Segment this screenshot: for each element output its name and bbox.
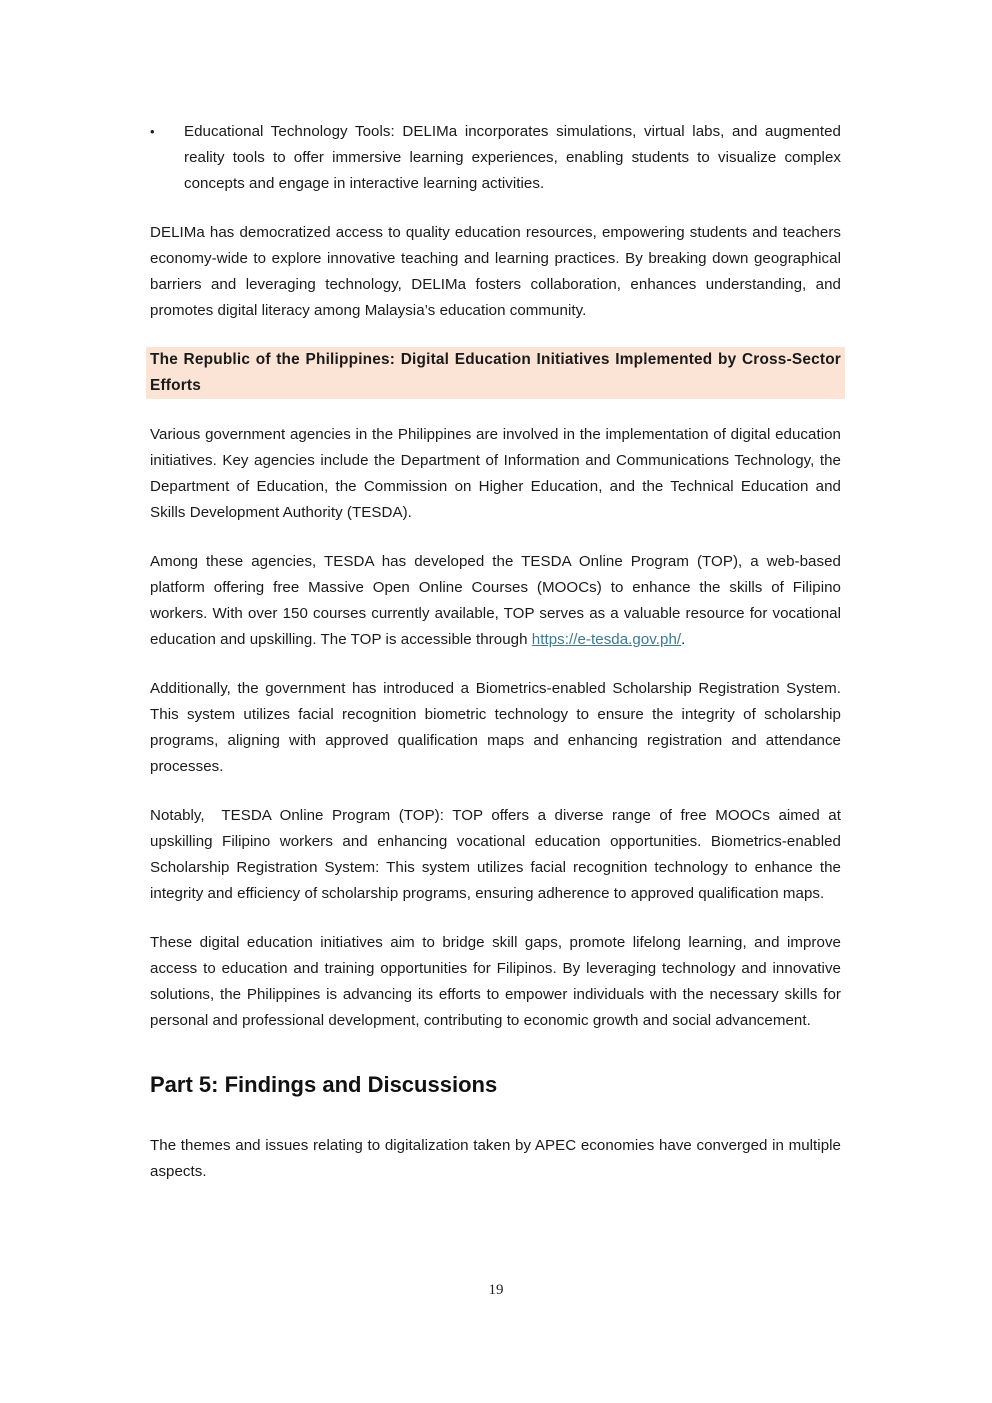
paragraph-initiatives: These digital education initiatives aim to bridge skill gaps, promote lifelong learning, and improve access to education and training opportunities for Filipinos. By leveraging technology and innovative solutions, the Philippines is advancing its efforts to empower individuals with the necessary skills for personal and professional development, contributing to economic growth and social advancement. — [150, 934, 841, 1029]
paragraph-top — [150, 549, 841, 653]
part-heading: Part 5: Findings and Discussions — [150, 1072, 498, 1097]
section-heading-philippines: The Republic of the Philippines: Digital Education Initiatives Implemented by Cross-Sector Efforts — [146, 347, 845, 399]
bullet-icon: • — [150, 124, 155, 139]
paragraph-delima: DELIMa has democratized access to quality education resources, empowering students and teachers economy-wide to explore innovative teaching and learning practices. By breaking down geographical barriers and leveraging technology, DELIMa fosters collaboration, enhances understanding, and promotes digital literacy among Malaysia’s education community. — [150, 224, 841, 319]
bullet-text: Educational Technology Tools: DELIMa incorporates simulations, virtual labs, and augmented reality tools to offer immersive learning experiences, enabling students to visualize complex concepts and engage in interactive learning activities. — [184, 123, 841, 192]
document-body — [150, 119, 846, 1208]
page-number: 19 — [488, 1282, 504, 1298]
paragraph-biometrics: Additionally, the government has introduced a Biometrics-enabled Scholarship Registration System. This system utilizes facial recognition biometric technology to ensure the integrity of scholarship programs, aligning with approved qualification maps and enhancing registration and attendance processes. — [150, 680, 841, 775]
tesda-link[interactable]: https://e-tesda.gov.ph/ — [531, 631, 682, 648]
paragraph-notably: Notably, TESDA Online Program (TOP): TOP offers a diverse range of free MOOCs aimed at upskilling Filipino workers and enhancing vocational education opportunities. Biometrics-enabled Scholarship Registration System: This system utilizes facial recognition technology to enhance the integrity and efficiency of scholarship programs, ensuring adherence to approved qualification maps. — [150, 807, 846, 902]
paragraph-themes: The themes and issues relating to digitalization taken by APEC economies have converged in multiple aspects. — [150, 1137, 841, 1180]
paragraph-top-text: Among these agencies, TESDA has developed the TESDA Online Program (TOP), a web-based platform offering free Massive Open Online Courses (MOOCs) to enhance the skills of Filipino workers. With over 150 courses currently available, TOP serves as a valuable resource for vocational education and upskilling. The TOP is accessible through — [150, 553, 841, 648]
bullet-item — [150, 119, 841, 197]
paragraph-top-end: . — [681, 631, 686, 648]
paragraph-agencies: Various government agencies in the Philippines are involved in the implementation of digital education initiatives. Key agencies include the Department of Information and Communications Technology, the Department of Education, the Commission on Higher Education, and the Technical Education and Skills Development Authority (TESDA). — [150, 426, 841, 521]
